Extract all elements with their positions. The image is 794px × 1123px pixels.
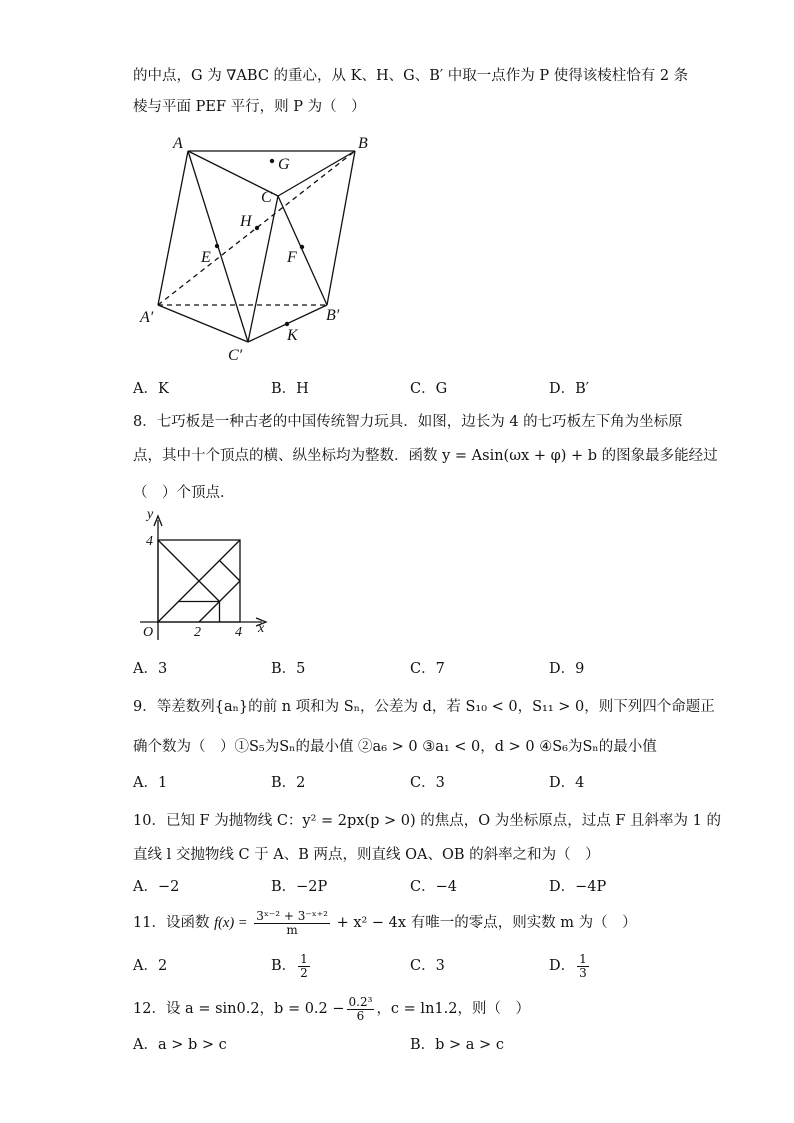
label-h: H bbox=[240, 213, 252, 230]
q8-text-line1: 8．七巧板是一种古老的中国传统智力玩具．如图，边长为 4 的七巧板左下角为坐标原 bbox=[133, 414, 683, 430]
q11-text bbox=[133, 908, 637, 938]
q11-option-b bbox=[271, 948, 312, 984]
axis-label-y: y bbox=[147, 507, 154, 522]
q7-text-line2: 棱与平面 PEF 平行，则 P 为（ ） bbox=[133, 99, 366, 115]
q10-text-line2: 直线 l 交抛物线 C 于 A、B 两点，则直线 OA、OB 的斜率之和为（ ） bbox=[133, 847, 600, 863]
q11-suffix: + x² − 4x 有唯一的零点，则实数 m 为（ ） bbox=[336, 915, 637, 931]
label-b1: B′ bbox=[326, 307, 340, 324]
q11-option-d-den: 3 bbox=[579, 965, 587, 980]
q10-option-c: C．−4 bbox=[410, 879, 457, 895]
tick-label-y4: 4 bbox=[146, 534, 153, 549]
q11-prefix: 11．设函数 bbox=[133, 915, 210, 931]
label-c: C bbox=[261, 189, 272, 206]
q12-text bbox=[133, 994, 530, 1024]
q10-option-b: B．−2P bbox=[271, 879, 328, 895]
q12-frac-den: 6 bbox=[356, 1008, 365, 1023]
q12-part2: ，c = ln1.2，则（ ） bbox=[376, 1001, 530, 1017]
q8-option-d: D．9 bbox=[549, 661, 585, 677]
q12-frac-num: 0.2³ bbox=[348, 994, 373, 1009]
label-a1: A′ bbox=[140, 309, 154, 326]
q9-option-b: B．2 bbox=[271, 775, 306, 791]
q7-option-b: B．H bbox=[271, 381, 309, 397]
q12-option-b: B．b > a > c bbox=[410, 1037, 504, 1053]
q8-option-a: A．3 bbox=[133, 661, 168, 677]
q9-option-a: A．1 bbox=[133, 775, 168, 791]
q11-fraction bbox=[254, 910, 330, 937]
label-g: G bbox=[278, 156, 290, 173]
q8-text-line2: 点，其中十个顶点的横、纵坐标均为整数．函数 y = Asin(ωx + φ) + b 的图象最多能经过 bbox=[133, 448, 718, 464]
q11-option-b-frac bbox=[298, 953, 310, 980]
point-f bbox=[300, 245, 304, 249]
label-c1: C′ bbox=[228, 347, 243, 364]
q11-option-d-num: 1 bbox=[579, 951, 587, 966]
q11-option-d bbox=[549, 948, 591, 984]
label-b: B bbox=[358, 135, 368, 152]
q8-text-line3: （ ）个顶点． bbox=[133, 485, 235, 501]
q10-option-a: A．−2 bbox=[133, 879, 180, 895]
point-g bbox=[270, 159, 274, 163]
label-e: E bbox=[201, 249, 211, 266]
tick-label-x2: 2 bbox=[194, 625, 201, 640]
point-k bbox=[285, 322, 289, 326]
axis-label-x: x bbox=[258, 621, 265, 636]
q11-option-d-label: D． bbox=[549, 958, 576, 974]
label-k: K bbox=[287, 327, 298, 344]
q11-option-b-label: B． bbox=[271, 958, 297, 974]
label-f: F bbox=[287, 249, 297, 266]
q10-option-d: D．−4P bbox=[549, 879, 607, 895]
q11-option-b-den: 2 bbox=[300, 965, 308, 980]
axis-label-origin: O bbox=[143, 625, 154, 640]
q9-option-d: D．4 bbox=[549, 775, 585, 791]
q11-fx: f(x) = bbox=[214, 915, 248, 931]
q7-text-line1: 的中点，G 为 ∇ABC 的重心，从 K、H、G、B′ 中取一点作为 P 使得该棱柱恰有 2 条 bbox=[133, 68, 689, 84]
q11-option-c: C．3 bbox=[410, 958, 445, 974]
q9-option-c: C．3 bbox=[410, 775, 445, 791]
q10-text-line1: 10．已知 F 为抛物线 C：y² = 2px(p > 0) 的焦点，O 为坐标原点，过点 F 且斜率为 1 的 bbox=[133, 813, 722, 829]
q8-option-b: B．5 bbox=[271, 661, 306, 677]
q11-option-b-num: 1 bbox=[300, 951, 308, 966]
q8-option-c: C．7 bbox=[410, 661, 445, 677]
q11-option-a: A．2 bbox=[133, 958, 168, 974]
q11-frac-num: 3ˣ⁻² + 3⁻ˣ⁺² bbox=[256, 908, 328, 923]
tick-label-x4: 4 bbox=[235, 625, 242, 640]
q12-option-a: A．a > b > c bbox=[133, 1037, 227, 1053]
point-e bbox=[215, 244, 219, 248]
q7-option-d: D．B′ bbox=[549, 381, 590, 397]
label-a: A bbox=[173, 135, 183, 152]
point-h bbox=[255, 226, 259, 230]
q7-option-c: C．G bbox=[410, 381, 448, 397]
q9-text-line1: 9．等差数列{aₙ}的前 n 项和为 Sₙ，公差为 d，若 S₁₀ < 0，S₁₁ > 0，则下列四个命题正 bbox=[133, 699, 715, 715]
q11-option-d-frac bbox=[577, 953, 589, 980]
q9-text-line2: 确个数为（ ）①S₅为Sₙ的最小值 ②a₆ > 0 ③a₁ < 0，d > 0 ④S₆为Sₙ的最小值 bbox=[133, 739, 657, 755]
q12-fraction bbox=[347, 996, 375, 1023]
q12-part1: 12．设 a = sin0.2，b = 0.2 − bbox=[133, 1001, 345, 1017]
q7-option-a: A．K bbox=[133, 381, 169, 397]
q11-frac-den: m bbox=[286, 922, 298, 937]
